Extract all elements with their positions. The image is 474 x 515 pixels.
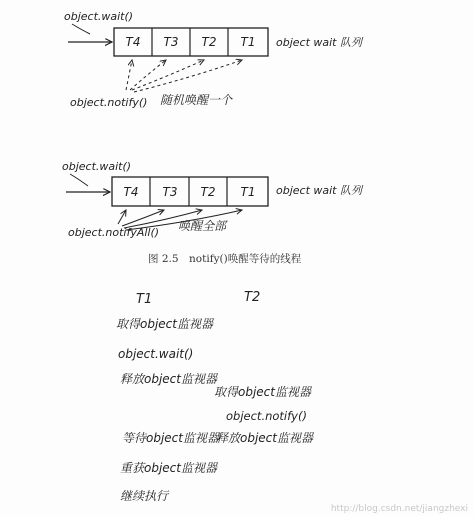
queue-cell: T3 (162, 185, 178, 199)
timeline (116, 290, 315, 503)
queue-cell: T4 (125, 35, 141, 49)
queue-cell: T4 (123, 185, 139, 199)
figure-caption: 图 2.5 notify()唤醒等待的线程 (148, 253, 302, 265)
notify-all-label: object.notifyAll() (68, 226, 160, 239)
notify-arrow (130, 60, 166, 90)
wait-curve (70, 174, 88, 186)
notify-all-note: 唤醒全部 (178, 219, 227, 233)
col-header-t2: T2 (244, 290, 261, 305)
wait-label: object.wait() (64, 10, 134, 23)
timeline-step: 重获object监视器 (120, 461, 217, 475)
timeline-step: 取得object监视器 (214, 385, 311, 399)
queue-cell: T3 (163, 35, 179, 49)
watermark: http://blog.csdn.net/jiangzhexi (330, 504, 468, 514)
timeline-step: 继续执行 (120, 489, 169, 503)
timeline-step: 释放object监视器 (216, 431, 313, 445)
col-header-t1: T1 (136, 292, 153, 307)
diagram-notify (64, 10, 364, 109)
queue-cell: T2 (201, 35, 217, 49)
queue-cell: T1 (240, 185, 256, 199)
timeline-step: 等待object监视器 (122, 431, 219, 445)
timeline-step: object.wait() (118, 347, 194, 361)
notify-arrow (132, 60, 204, 90)
timeline-step: 取得object监视器 (116, 317, 213, 331)
notify-note: 随机唤醒一个 (160, 93, 233, 107)
queue-cell: T1 (240, 35, 256, 49)
queue-label: object wait 队列 (276, 36, 362, 49)
notify-all-arrow (118, 210, 126, 224)
queue-cell: T2 (200, 185, 216, 199)
diagram-notify-all (62, 160, 364, 239)
wait-curve (72, 24, 90, 34)
timeline-step: object.notify() (226, 409, 307, 423)
notify-label: object.notify() (70, 96, 148, 109)
notify-arrow (126, 60, 132, 90)
notify-arrow (134, 60, 242, 92)
queue-label: object wait 队列 (276, 184, 362, 197)
notify-all-arrow (122, 210, 164, 226)
wait-label: object.wait() (62, 160, 132, 173)
timeline-step: 释放object监视器 (120, 372, 217, 386)
